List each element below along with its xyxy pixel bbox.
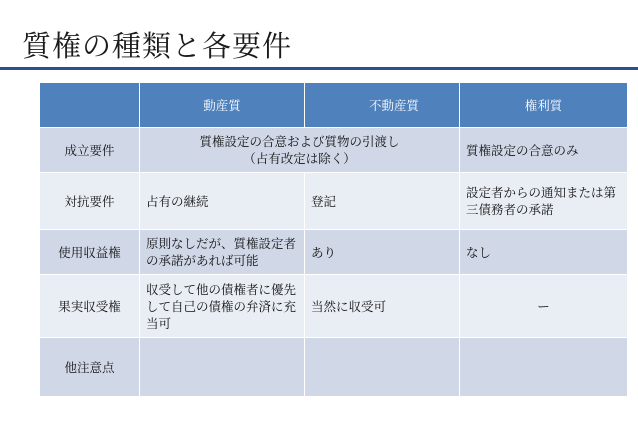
cell-use-benefit-rights: なし <box>460 230 628 275</box>
table-row-notes <box>40 338 628 397</box>
cell-perfection-rights: 設定者からの通知または第三債務者の承諾 <box>460 173 628 230</box>
cell-perfection-movable: 占有の継続 <box>140 173 305 230</box>
header-rights-pledge: 権利質 <box>460 83 628 128</box>
table-row-fruits <box>40 275 628 338</box>
pledge-requirements-table <box>39 82 628 397</box>
cell-use-benefit-realestate: あり <box>305 230 460 275</box>
cell-use-benefit-movable: 原則なしだが、質権設定者の承諾があれば可能 <box>140 230 305 275</box>
cell-perfection-realestate: 登記 <box>305 173 460 230</box>
cell-formation-movable-realestate <box>140 128 460 173</box>
cell-notes-movable <box>140 338 305 397</box>
row-label-formation: 成立要件 <box>40 128 140 173</box>
cell-fruits-movable: 収受して他の債権者に優先して自己の債権の弁済に充当可 <box>140 275 305 338</box>
table-header-row <box>40 83 628 128</box>
row-label-fruits: 果実収受権 <box>40 275 140 338</box>
table-row-use-benefit <box>40 230 628 275</box>
row-label-use-benefit: 使用収益権 <box>40 230 140 275</box>
title-divider <box>0 67 638 70</box>
cell-fruits-realestate: 当然に収受可 <box>305 275 460 338</box>
formation-line-1: 質権設定の合意および質物の引渡し <box>199 134 400 149</box>
cell-fruits-rights: ー <box>460 275 628 338</box>
row-label-notes: 他注意点 <box>40 338 140 397</box>
cell-formation-rights: 質権設定の合意のみ <box>460 128 628 173</box>
header-movable-pledge: 動産質 <box>140 83 305 128</box>
row-label-perfection: 対抗要件 <box>40 173 140 230</box>
header-real-estate-pledge: 不動産質 <box>305 83 460 128</box>
formation-line-2: （占有改定は除く） <box>243 151 356 166</box>
table-row-perfection <box>40 173 628 230</box>
header-corner <box>40 83 140 128</box>
slide-title: 質権の種類と各要件 <box>22 29 293 63</box>
cell-notes-rights <box>460 338 628 397</box>
table-row-formation <box>40 128 628 173</box>
cell-notes-realestate <box>305 338 460 397</box>
